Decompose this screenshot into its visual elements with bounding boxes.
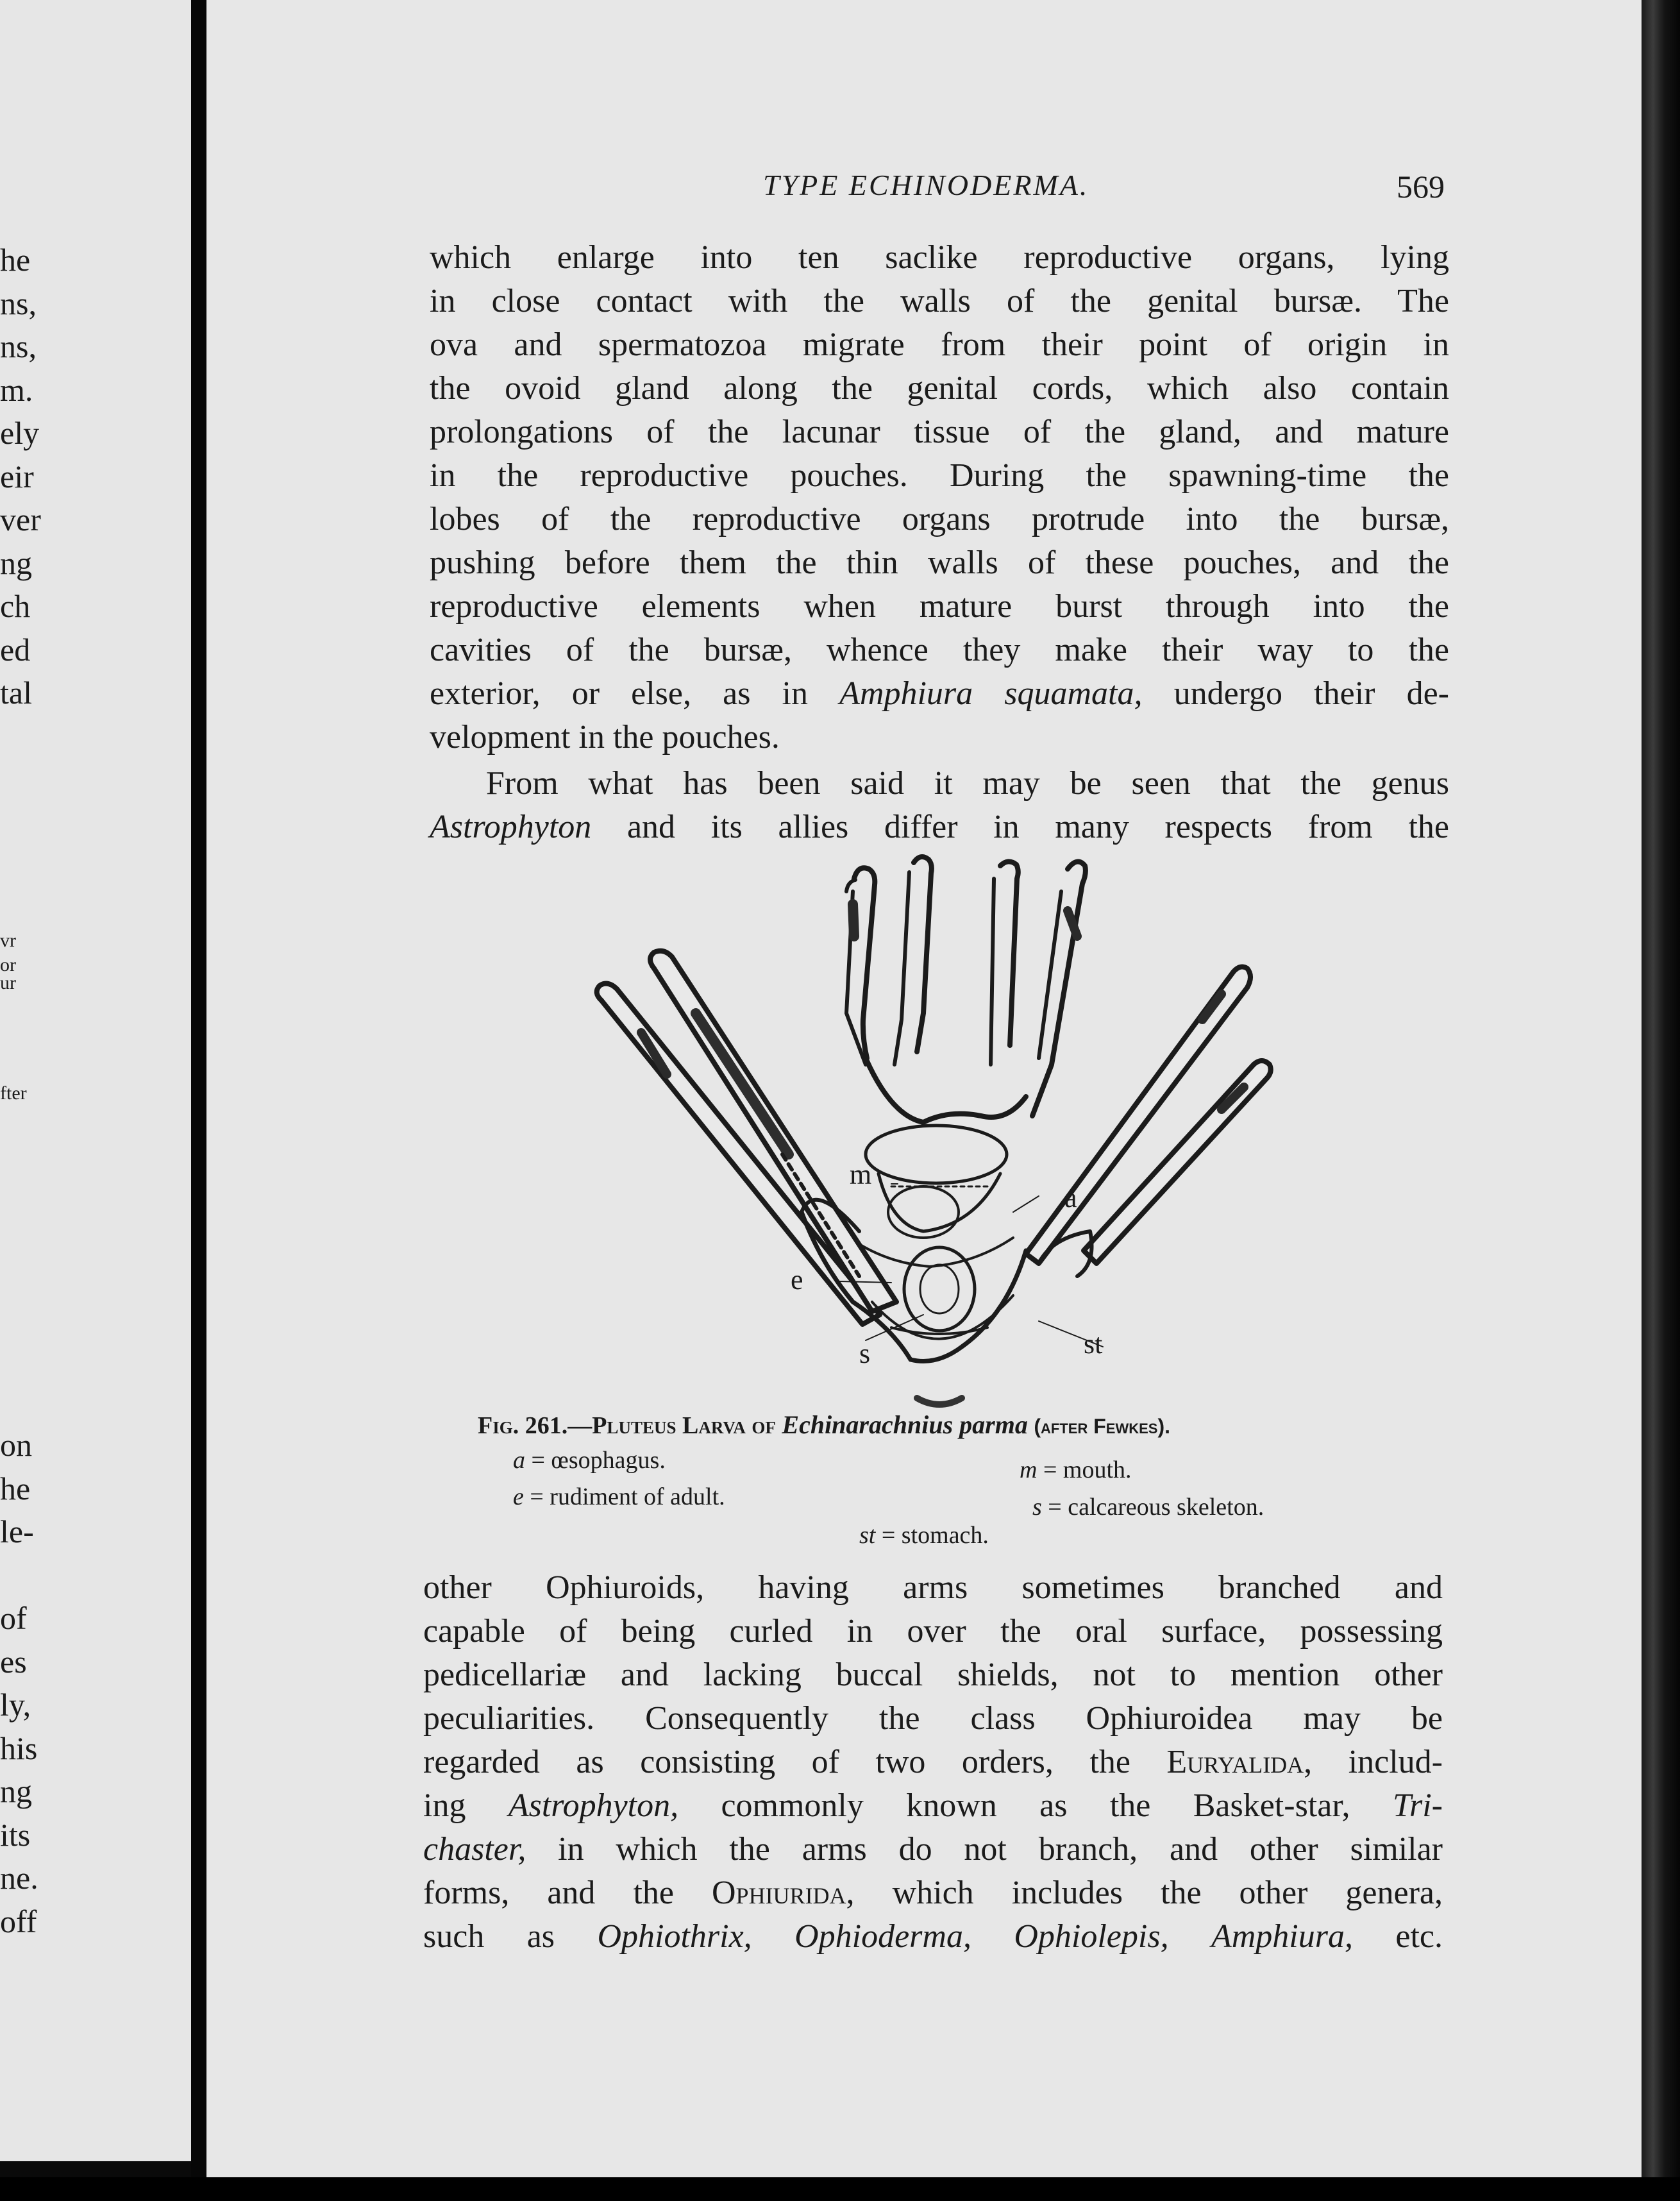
page-number: 569 [1397, 169, 1445, 205]
left-fragment: his [0, 1730, 38, 1766]
left-fragment: fter [0, 1083, 27, 1104]
text-line: forms, and the Ophiurida, which includes the other genera, [423, 1875, 1443, 1911]
left-fragment: ng [0, 1773, 32, 1809]
genus-name: Ophiothrix, [597, 1918, 752, 1955]
left-fragment: ns, [0, 328, 37, 364]
legend-e: e = rudiment of adult. [513, 1483, 725, 1510]
figure-label-a: a [1064, 1182, 1077, 1213]
text-line: regarded as consisting of two orders, the Euryalida, includ- [423, 1744, 1443, 1780]
text-line: velopment in the pouches. [430, 719, 780, 755]
text-line: exterior, or else, as in Amphiura squamata, undergo their de- [430, 675, 1449, 712]
left-fragment: le- [0, 1514, 34, 1549]
left-fragment: ly, [0, 1687, 31, 1723]
left-fragment: or [0, 954, 16, 975]
left-fragment: eir [0, 459, 34, 494]
paragraph-3 [423, 1566, 1443, 1959]
text-line: pedicellariæ and lacking buccal shields, not to mention other [423, 1657, 1443, 1693]
order-name: Euryalida, [1166, 1744, 1313, 1780]
left-fragment: off [0, 1903, 37, 1939]
running-head: TYPE ECHINODERMA. [763, 169, 1089, 201]
text-line: capable of being curled in over the oral surface, possessing [423, 1613, 1443, 1649]
genus-name: Astrophyton, [508, 1787, 679, 1824]
left-fragment: ng [0, 545, 32, 581]
text-line: chaster, in which the arms do not branch, and other similar [423, 1831, 1443, 1868]
text-line: From what has been said it may be seen that the genus [486, 765, 1449, 802]
legend-st: st = stomach. [859, 1522, 989, 1549]
text-line: Astrophyton and its allies differ in many respects from the [430, 809, 1449, 845]
paragraph-2 [430, 762, 1449, 849]
left-fragment: ch [0, 588, 31, 624]
left-fragment: ne. [0, 1860, 38, 1896]
bottom-shadow [0, 2177, 1680, 2201]
text-line: ing Astrophyton, commonly known as the Basket-star, Tri- [423, 1787, 1443, 1824]
left-fragment: vr [0, 930, 16, 951]
species-name: Amphiura squamata, [839, 675, 1143, 712]
caption-credit: (after Fewkes). [1034, 1415, 1170, 1438]
text-line: such as Ophiothrix, Ophioderma, Ophiolepis, Amphiura, etc. [423, 1918, 1443, 1955]
text-line: lobes of the reproductive organs protrude into the bursæ, [430, 501, 1449, 537]
genus-name: Amphiura, [1211, 1918, 1353, 1955]
legend-a: a = œsophagus. [513, 1447, 666, 1474]
caption-species: Echinarachnius parma [782, 1410, 1028, 1439]
genus-name: chaster, [423, 1831, 526, 1868]
left-fragment: ed [0, 632, 31, 668]
left-fragment: of [0, 1600, 27, 1636]
left-fragment: its [0, 1817, 31, 1853]
text-line: cavities of the bursæ, whence they make their way to the [430, 632, 1449, 668]
text-line: other Ophiuroids, having arms sometimes branched and [423, 1569, 1443, 1606]
genus-name: Astrophyton [430, 809, 592, 845]
text-line: pushing before them the thin walls of these pouches, and the [430, 544, 1449, 581]
figure-label-e: e [791, 1264, 803, 1295]
text-line: peculiarities. Consequently the class Ophiuroidea may be [423, 1700, 1443, 1737]
paragraph-1 [430, 236, 1449, 759]
figure-label-s: s [859, 1338, 871, 1369]
figure-label-st: st [1084, 1328, 1103, 1360]
figure-label-m: m [850, 1159, 872, 1190]
page-edge-shadow [1642, 0, 1680, 2201]
left-fragment: m. [0, 372, 33, 408]
left-fragment: tal [0, 675, 32, 711]
left-fragment: ur [0, 972, 16, 993]
left-fragment: he [0, 242, 31, 278]
figure-caption: Fig. 261.—Pluteus Larva of Echinarachnius parma (after Fewkes). [478, 1410, 1170, 1439]
legend-m: m = mouth. [1020, 1456, 1132, 1483]
left-fragment: on [0, 1427, 32, 1463]
text-line: the ovoid gland along the genital cords, which also contain [430, 370, 1449, 407]
book-gutter [191, 0, 208, 2201]
genus-name: Ophiolepis, [1014, 1918, 1169, 1955]
text-line: which enlarge into ten saclike reproductive organs, lying [430, 239, 1449, 276]
text-line: reproductive elements when mature burst through into the [430, 588, 1449, 625]
order-name: Ophiurida, [712, 1875, 855, 1911]
left-fragment: ver [0, 502, 41, 537]
left-fragment: ely [0, 415, 40, 451]
text-line: prolongations of the lacunar tissue of the gland, and mature [430, 414, 1449, 450]
text-line: in the reproductive pouches. During the spawning-time the [430, 457, 1449, 494]
genus-name: Tri- [1392, 1787, 1443, 1824]
legend-s: s = calcareous skeleton. [1032, 1494, 1264, 1521]
left-fragment: he [0, 1471, 31, 1506]
pluteus-larva-figure [590, 853, 1321, 1417]
genus-name: Ophioderma, [794, 1918, 971, 1955]
left-fragment: es [0, 1644, 27, 1680]
text-line: ova and spermatozoa migrate from their point of origin in [430, 326, 1449, 363]
left-fragment: ns, [0, 285, 37, 321]
text-line: in close contact with the walls of the genital bursæ. The [430, 283, 1449, 319]
previous-page-fragment [0, 0, 192, 2161]
